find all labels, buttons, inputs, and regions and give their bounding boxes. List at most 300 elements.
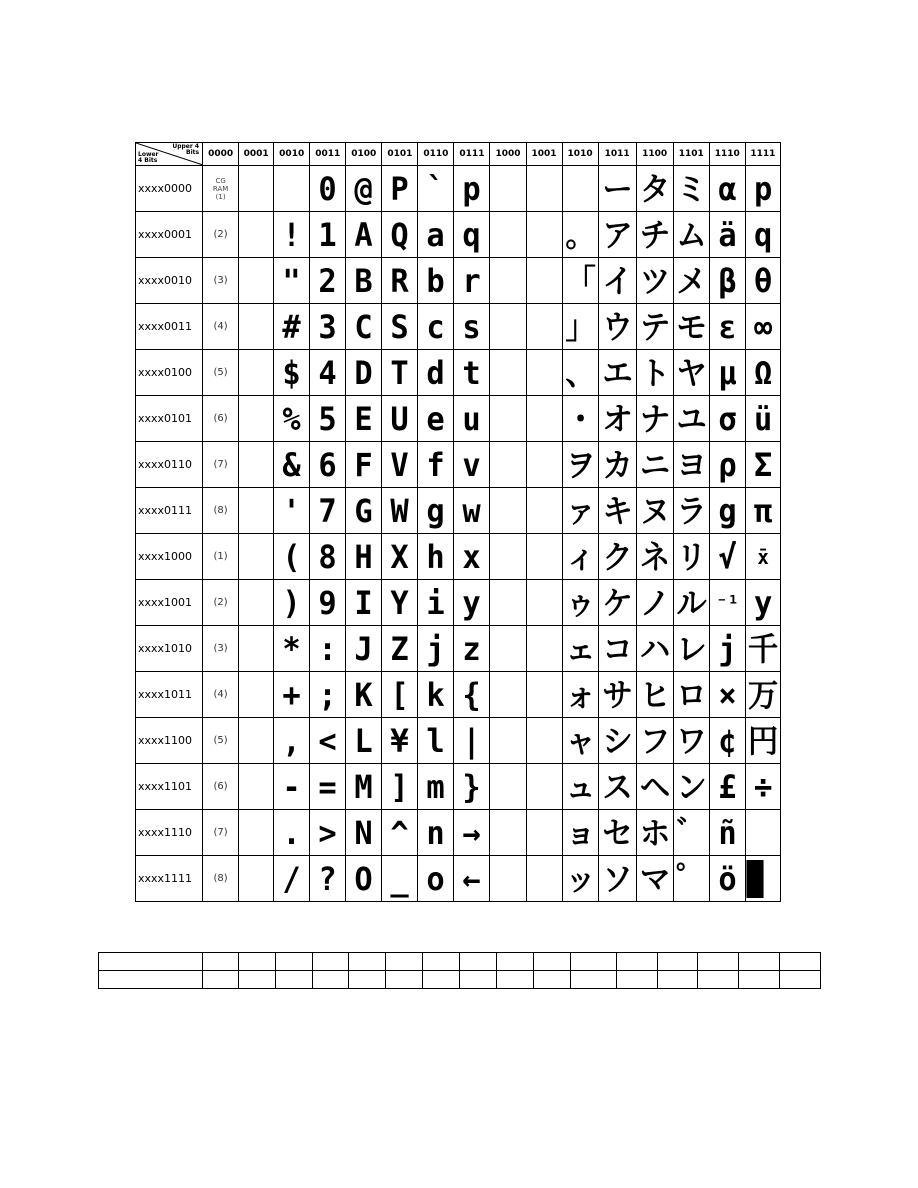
char-glyph: q xyxy=(753,215,773,254)
char-glyph: マ xyxy=(639,859,670,898)
char-cell xyxy=(346,718,382,764)
row-code: xxxx1011 xyxy=(136,672,203,718)
char-glyph: ョ xyxy=(564,813,596,852)
char-cell xyxy=(562,718,598,764)
cgram-cell: (6) xyxy=(203,396,239,442)
char-glyph: モ xyxy=(676,307,707,346)
char-cell xyxy=(490,212,526,258)
char-glyph: テ xyxy=(639,307,670,346)
char-cell xyxy=(490,442,526,488)
char-glyph: $ xyxy=(282,353,301,392)
char-glyph: ヒ xyxy=(639,675,670,714)
char-cell xyxy=(673,396,709,442)
char-cell xyxy=(382,764,418,810)
char-glyph: 「 xyxy=(564,261,596,300)
char-cell xyxy=(454,580,490,626)
char-glyph: Ω xyxy=(753,353,773,392)
char-cell xyxy=(562,856,598,902)
char-cell xyxy=(346,396,382,442)
char-glyph: y xyxy=(753,583,773,622)
char-glyph: レ xyxy=(676,629,707,668)
char-cell xyxy=(239,396,274,442)
column-header-1101: 1101 xyxy=(673,143,709,166)
char-cell xyxy=(310,442,346,488)
char-cell xyxy=(454,166,490,212)
char-cell xyxy=(673,718,709,764)
char-cell xyxy=(709,626,745,672)
char-cell xyxy=(598,258,636,304)
char-cell xyxy=(562,350,598,396)
header-row xyxy=(136,143,781,166)
char-glyph: K xyxy=(354,675,373,714)
char-cell xyxy=(418,810,454,856)
char-glyph: z xyxy=(462,629,482,668)
char-cell xyxy=(418,258,454,304)
char-glyph: = xyxy=(318,767,337,806)
char-glyph: ァ xyxy=(564,491,596,530)
char-glyph: s xyxy=(462,307,482,346)
char-glyph: L xyxy=(354,721,373,760)
char-cell xyxy=(745,304,780,350)
char-cell xyxy=(598,718,636,764)
char-cell xyxy=(526,488,562,534)
char-cell xyxy=(418,718,454,764)
char-cell xyxy=(382,396,418,442)
char-glyph: £ xyxy=(718,767,737,806)
char-glyph: ヤ xyxy=(676,353,707,392)
char-cell xyxy=(418,488,454,534)
char-cell xyxy=(526,672,562,718)
table-row xyxy=(136,856,781,902)
char-cell xyxy=(598,810,636,856)
char-cell xyxy=(745,258,780,304)
char-glyph: ェ xyxy=(564,629,596,668)
char-cell xyxy=(310,258,346,304)
char-glyph: ・ xyxy=(564,399,596,438)
char-glyph: : xyxy=(318,629,337,668)
char-cell xyxy=(418,350,454,396)
char-glyph: ρ xyxy=(718,445,737,484)
char-glyph: W xyxy=(390,491,410,530)
char-cell xyxy=(490,718,526,764)
char-cell xyxy=(239,580,274,626)
char-glyph: - xyxy=(282,767,301,806)
char-cell xyxy=(673,856,709,902)
char-cell xyxy=(673,672,709,718)
char-cell xyxy=(745,764,780,810)
char-glyph: リ xyxy=(676,537,707,576)
char-glyph: 6 xyxy=(318,445,337,484)
char-cell xyxy=(562,304,598,350)
char-cell xyxy=(562,626,598,672)
char-cell xyxy=(490,350,526,396)
char-glyph: ォ xyxy=(564,675,596,714)
row-code: xxxx0001 xyxy=(136,212,203,258)
char-glyph: θ xyxy=(753,261,773,300)
char-glyph: ^ xyxy=(390,813,410,852)
row-code: xxxx1100 xyxy=(136,718,203,764)
char-cell xyxy=(673,764,709,810)
char-cell xyxy=(382,166,418,212)
char-glyph: d xyxy=(426,353,446,392)
char-glyph: ヨ xyxy=(676,445,707,484)
char-cell xyxy=(562,580,598,626)
char-cell xyxy=(239,718,274,764)
char-cell xyxy=(636,718,673,764)
char-glyph: ケ xyxy=(601,583,633,622)
table-row xyxy=(136,258,781,304)
char-glyph: ナ xyxy=(639,399,670,438)
char-glyph: μ xyxy=(718,353,737,392)
char-cell xyxy=(346,672,382,718)
char-cell xyxy=(310,856,346,902)
char-glyph: p xyxy=(462,169,482,208)
char-cell xyxy=(346,488,382,534)
char-cell xyxy=(526,350,562,396)
char-cell xyxy=(418,166,454,212)
char-cell xyxy=(346,258,382,304)
solid-block-glyph xyxy=(746,860,763,898)
char-glyph: h xyxy=(426,537,446,576)
char-glyph: X xyxy=(390,537,410,576)
char-cell xyxy=(673,534,709,580)
char-glyph: q xyxy=(462,215,482,254)
char-glyph: コ xyxy=(601,629,633,668)
char-cell xyxy=(418,856,454,902)
char-cell xyxy=(636,258,673,304)
cgram-cell: (2) xyxy=(203,212,239,258)
lower-bits-label: Lower 4 Bits xyxy=(138,151,159,164)
char-cell xyxy=(346,212,382,258)
char-cell xyxy=(274,442,310,488)
char-cell xyxy=(598,350,636,396)
char-cell xyxy=(709,442,745,488)
char-cell xyxy=(709,166,745,212)
column-header-1010: 1010 xyxy=(562,143,598,166)
char-glyph: [ xyxy=(390,675,410,714)
column-header-0011: 0011 xyxy=(310,143,346,166)
char-cell xyxy=(598,304,636,350)
char-cell xyxy=(562,442,598,488)
table-row xyxy=(136,442,781,488)
table-row xyxy=(136,580,781,626)
char-cell xyxy=(745,626,780,672)
char-glyph: . xyxy=(282,813,301,852)
char-cell xyxy=(490,304,526,350)
cgram-cell: (3) xyxy=(203,258,239,304)
char-cell xyxy=(274,534,310,580)
char-glyph: t xyxy=(462,353,482,392)
char-cell xyxy=(598,856,636,902)
char-glyph: ュ xyxy=(564,767,596,806)
char-glyph: v xyxy=(462,445,482,484)
char-glyph: ゜ xyxy=(676,859,707,898)
char-glyph: Σ xyxy=(753,445,773,484)
char-cell xyxy=(636,396,673,442)
char-glyph: ヘ xyxy=(639,767,670,806)
cgram-cell: (8) xyxy=(203,488,239,534)
char-glyph: ソ xyxy=(601,859,633,898)
table-row xyxy=(136,212,781,258)
char-cell xyxy=(598,212,636,258)
char-glyph: c xyxy=(426,307,446,346)
char-cell xyxy=(673,442,709,488)
char-cell xyxy=(310,718,346,764)
char-glyph: 9 xyxy=(318,583,337,622)
char-cell xyxy=(526,396,562,442)
char-glyph: U xyxy=(390,399,410,438)
char-cell xyxy=(673,810,709,856)
char-cell xyxy=(274,212,310,258)
column-header-0110: 0110 xyxy=(418,143,454,166)
cgram-cell: (5) xyxy=(203,718,239,764)
char-cell xyxy=(562,810,598,856)
char-cell xyxy=(310,810,346,856)
char-cell xyxy=(418,212,454,258)
char-cell xyxy=(454,672,490,718)
char-glyph: ? xyxy=(318,859,337,898)
corner-header xyxy=(136,143,203,166)
char-glyph: ¥ xyxy=(390,721,410,760)
char-cell xyxy=(310,488,346,534)
char-cell xyxy=(745,396,780,442)
char-cell xyxy=(562,672,598,718)
char-glyph: ' xyxy=(282,491,301,530)
char-cell xyxy=(709,258,745,304)
char-cell xyxy=(709,396,745,442)
char-glyph: D xyxy=(354,353,373,392)
row-code: xxxx1111 xyxy=(136,856,203,902)
column-header-0101: 0101 xyxy=(382,143,418,166)
char-glyph: + xyxy=(282,675,301,714)
upper-bits-label: Upper 4 Bits xyxy=(172,143,200,156)
char-cell xyxy=(636,350,673,396)
char-cell xyxy=(274,810,310,856)
char-glyph: ñ xyxy=(718,813,737,852)
char-glyph: T xyxy=(390,353,410,392)
char-glyph: 4 xyxy=(318,353,337,392)
char-glyph: ム xyxy=(676,215,707,254)
char-glyph: オ xyxy=(601,399,633,438)
char-glyph: / xyxy=(282,859,301,898)
row-code: xxxx1110 xyxy=(136,810,203,856)
char-cell xyxy=(526,810,562,856)
char-cell xyxy=(382,580,418,626)
char-glyph: ン xyxy=(676,767,707,806)
char-cell xyxy=(526,764,562,810)
char-cell xyxy=(346,626,382,672)
char-cell xyxy=(418,672,454,718)
char-cell xyxy=(239,258,274,304)
char-glyph: | xyxy=(462,721,482,760)
column-header-1111: 1111 xyxy=(745,143,780,166)
char-cell xyxy=(346,580,382,626)
char-cell xyxy=(709,304,745,350)
char-cell xyxy=(526,442,562,488)
char-cell xyxy=(382,534,418,580)
char-glyph: A xyxy=(354,215,373,254)
char-cell xyxy=(454,350,490,396)
char-glyph: " xyxy=(282,261,301,300)
char-cell xyxy=(454,718,490,764)
char-glyph: u xyxy=(462,399,482,438)
char-glyph: ワ xyxy=(676,721,707,760)
table-row xyxy=(136,534,781,580)
char-cell xyxy=(745,166,780,212)
char-cell xyxy=(274,626,310,672)
char-cell xyxy=(382,488,418,534)
char-cell xyxy=(310,764,346,810)
char-cell xyxy=(239,534,274,580)
char-glyph: サ xyxy=(601,675,633,714)
char-glyph: ー xyxy=(601,169,633,208)
char-cell xyxy=(709,534,745,580)
char-cell xyxy=(382,810,418,856)
char-cell xyxy=(274,764,310,810)
char-glyph: ゛ xyxy=(676,813,707,852)
char-cell xyxy=(526,212,562,258)
char-cell xyxy=(382,304,418,350)
char-glyph: ∞ xyxy=(753,307,773,346)
table-row xyxy=(136,396,781,442)
char-glyph: カ xyxy=(601,445,633,484)
char-cell xyxy=(598,166,636,212)
char-glyph: ア xyxy=(601,215,633,254)
char-cell xyxy=(274,304,310,350)
char-cell xyxy=(310,166,346,212)
char-cell xyxy=(745,488,780,534)
char-cell xyxy=(490,166,526,212)
char-glyph: b xyxy=(426,261,446,300)
char-cell xyxy=(745,810,780,856)
row-code: xxxx0110 xyxy=(136,442,203,488)
char-cell xyxy=(239,442,274,488)
char-cell xyxy=(636,442,673,488)
char-cell xyxy=(382,626,418,672)
table-body xyxy=(136,166,781,902)
char-cell xyxy=(709,350,745,396)
char-glyph: 。 xyxy=(564,215,596,254)
char-cell xyxy=(526,258,562,304)
char-glyph: x̄ xyxy=(757,544,769,569)
char-glyph: e xyxy=(426,399,446,438)
char-cell xyxy=(526,626,562,672)
char-cell xyxy=(239,626,274,672)
char-cell xyxy=(382,718,418,764)
char-glyph: σ xyxy=(718,399,737,438)
char-cell xyxy=(490,488,526,534)
char-cell xyxy=(274,718,310,764)
table-row xyxy=(136,166,781,212)
char-glyph: x xyxy=(462,537,482,576)
char-cell xyxy=(274,166,310,212)
char-glyph: I xyxy=(354,583,373,622)
char-glyph: l xyxy=(426,721,446,760)
char-cell xyxy=(346,764,382,810)
row-code: xxxx0100 xyxy=(136,350,203,396)
char-cell xyxy=(346,856,382,902)
char-glyph: P xyxy=(390,169,410,208)
column-header-0100: 0100 xyxy=(346,143,382,166)
char-cell xyxy=(382,350,418,396)
char-cell xyxy=(310,212,346,258)
char-cell xyxy=(418,304,454,350)
char-glyph: 円 xyxy=(747,721,779,760)
char-cell xyxy=(562,166,598,212)
char-cell xyxy=(454,856,490,902)
char-glyph: C xyxy=(354,307,373,346)
char-glyph: G xyxy=(354,491,373,530)
char-cell xyxy=(490,764,526,810)
char-cell xyxy=(239,672,274,718)
column-header-0000: 0000 xyxy=(203,143,239,166)
row-code: xxxx1001 xyxy=(136,580,203,626)
char-cell xyxy=(382,856,418,902)
char-glyph: ロ xyxy=(676,675,707,714)
char-cell xyxy=(598,626,636,672)
char-cell xyxy=(274,258,310,304)
char-glyph: # xyxy=(282,307,301,346)
char-glyph: , xyxy=(282,721,301,760)
cgram-cell: (1) xyxy=(203,534,239,580)
char-cell xyxy=(636,488,673,534)
row-code: xxxx0011 xyxy=(136,304,203,350)
char-cell xyxy=(636,810,673,856)
char-glyph: 2 xyxy=(318,261,337,300)
char-cell xyxy=(274,396,310,442)
char-glyph: H xyxy=(354,537,373,576)
char-cell xyxy=(709,718,745,764)
char-cell xyxy=(526,166,562,212)
char-cell xyxy=(526,718,562,764)
char-glyph: > xyxy=(318,813,337,852)
cgram-cell: (7) xyxy=(203,810,239,856)
char-glyph: 3 xyxy=(318,307,337,346)
char-cell xyxy=(636,856,673,902)
char-cell xyxy=(274,672,310,718)
char-glyph: 千 xyxy=(747,629,779,668)
blank-row-2 xyxy=(99,971,821,989)
char-cell xyxy=(709,764,745,810)
char-glyph: g xyxy=(718,491,737,530)
table-row xyxy=(136,764,781,810)
char-glyph: w xyxy=(462,491,482,530)
row-code: xxxx1101 xyxy=(136,764,203,810)
char-cell xyxy=(382,672,418,718)
char-cell xyxy=(562,212,598,258)
char-glyph: ホ xyxy=(639,813,670,852)
char-glyph: 」 xyxy=(564,307,596,346)
char-glyph: < xyxy=(318,721,337,760)
char-glyph: ス xyxy=(601,767,633,806)
char-cell xyxy=(454,258,490,304)
char-glyph: ä xyxy=(718,215,737,254)
char-cell xyxy=(418,580,454,626)
char-glyph: i xyxy=(426,583,446,622)
char-glyph: ö xyxy=(718,859,737,898)
char-glyph: F xyxy=(354,445,373,484)
char-glyph: チ xyxy=(639,215,670,254)
char-cell xyxy=(274,488,310,534)
char-cell xyxy=(454,488,490,534)
char-cell xyxy=(598,396,636,442)
cgram-cell: (2) xyxy=(203,580,239,626)
char-cell xyxy=(673,304,709,350)
char-cell xyxy=(562,258,598,304)
blank-table xyxy=(98,952,821,989)
char-glyph: ] xyxy=(390,767,410,806)
char-glyph: g xyxy=(426,491,446,530)
